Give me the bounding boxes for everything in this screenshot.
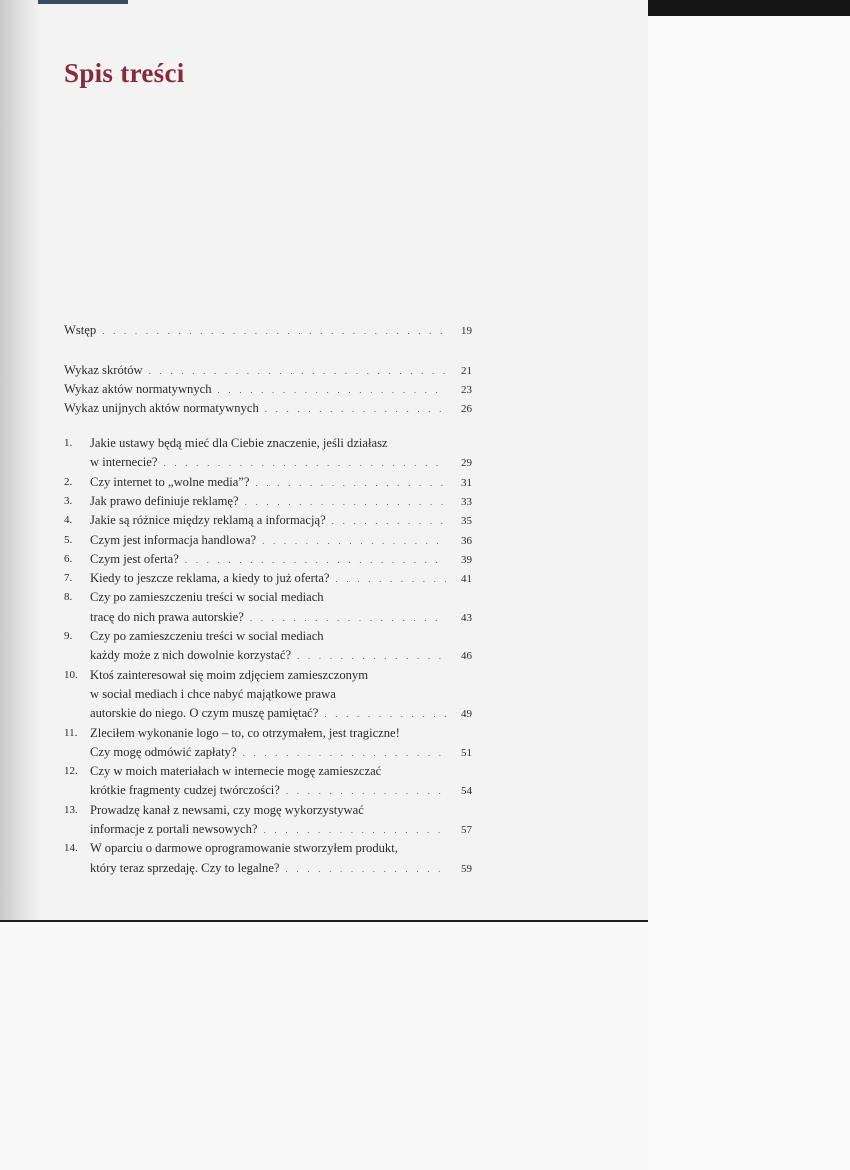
- dot-leader: [255, 474, 446, 493]
- page-number: 51: [461, 746, 472, 759]
- toc-entry-title: tracę do nich prawa autorskie?: [90, 609, 244, 624]
- dot-leader: [185, 551, 446, 570]
- toc-entry: [64, 399, 472, 419]
- dot-leader: [265, 400, 446, 419]
- toc-entry-title: Czy po zamieszczeniu treści w social mediach: [90, 590, 324, 605]
- page-number: 59: [461, 862, 472, 875]
- page-number: 46: [461, 650, 472, 663]
- dot-leader: [324, 705, 446, 724]
- toc-entry-title: w social mediach i chce nabyć majątkowe prawa: [90, 686, 336, 701]
- dot-leader: [245, 493, 446, 512]
- dot-leader: [297, 647, 446, 666]
- dot-leader: [163, 454, 446, 473]
- page-number: 29: [461, 457, 472, 470]
- toc-entry-title: Wykaz aktów normatywnych: [64, 382, 212, 396]
- page-number: 23: [461, 384, 472, 396]
- page-number: 49: [461, 708, 472, 721]
- toc-entry-title: Prowadzę kanał z newsami, czy mogę wykorzystywać: [90, 802, 364, 817]
- toc-entry: [90, 781, 472, 801]
- toc-entry: [90, 820, 472, 840]
- dot-leader: [102, 322, 446, 341]
- chapter-number: 8.: [64, 591, 73, 604]
- page-number: 19: [461, 325, 472, 337]
- page-number: 33: [461, 495, 472, 508]
- toc-entry: [64, 361, 472, 381]
- chapter-number: 6.: [64, 552, 73, 565]
- chapter-number: 9.: [64, 630, 73, 642]
- toc-entry-title: autorskie do niego. O czym muszę pamiętać?: [90, 706, 319, 721]
- toc-entry-title: Czym jest informacja handlowa?: [90, 532, 257, 547]
- toc-entry-title: W oparciu o darmowe oprogramowanie stworzyłem produkt,: [90, 841, 398, 856]
- chapter-number: 11.: [64, 726, 78, 739]
- toc-entry-title: Czy mogę odmówić zapłaty?: [90, 744, 237, 759]
- toc-entry-title: każdy może z nich dowolnie korzystać?: [90, 648, 292, 663]
- toc-entry-title: Jakie ustawy będą mieć dla Ciebie znaczenie, jeśli działasz: [90, 436, 388, 450]
- chapter-number: 1.: [64, 437, 73, 449]
- dot-leader: [336, 570, 446, 589]
- dot-leader: [149, 362, 446, 381]
- toc-entry-title: informacje z portali newsowych?: [90, 822, 258, 836]
- dot-leader: [243, 744, 446, 763]
- toc-entry-title: Wykaz unijnych aktów normatywnych: [64, 401, 259, 415]
- page-number: 36: [461, 534, 472, 547]
- toc-entry: [90, 473, 472, 493]
- chapter-number: 12.: [64, 765, 78, 778]
- toc-entry-title: krótkie fragmenty cudzej twórczości?: [90, 783, 280, 798]
- toc-entry-title: Kiedy to jeszcze reklama, a kiedy to już oferta?: [90, 571, 330, 586]
- toc-entry: [90, 511, 472, 531]
- chapter-number: 13.: [64, 803, 78, 816]
- chapter-number: 5.: [64, 533, 73, 546]
- page-number: 43: [461, 611, 472, 624]
- page-number: 41: [461, 573, 472, 586]
- toc-entry-title: Jak prawo definiuje reklamę?: [90, 493, 239, 508]
- toc-entry: [90, 646, 472, 666]
- dot-leader: [262, 532, 446, 551]
- toc-entry-title: który teraz sprzedaję. Czy to legalne?: [90, 860, 280, 875]
- chapter-number: 4.: [64, 514, 73, 527]
- toc-entry-title: Wstęp: [64, 323, 97, 337]
- chapter-number: 7.: [64, 572, 73, 585]
- toc-entry: [64, 380, 472, 400]
- page-number: 31: [461, 476, 472, 489]
- page-number: 35: [461, 515, 472, 528]
- dot-leader: [264, 821, 446, 840]
- toc-entry-title: Czy w moich materiałach w internecie mogę zamieszczać: [90, 764, 382, 779]
- toc-entry: [90, 531, 472, 551]
- page-number: 57: [461, 824, 472, 836]
- toc-entry-title: Wykaz skrótów: [64, 363, 143, 377]
- toc-entry: [90, 492, 472, 512]
- page-number: 26: [461, 403, 472, 415]
- toc-entry-title: Zleciłem wykonanie logo – to, co otrzymałem, jest tragiczne!: [90, 725, 400, 740]
- chapter-number: 3.: [64, 494, 73, 507]
- chapter-number: 14.: [64, 842, 78, 855]
- dot-leader: [250, 609, 446, 628]
- toc-entry: [90, 859, 472, 879]
- cover-edge: [38, 0, 128, 4]
- page-number: 39: [461, 553, 472, 566]
- page-title: Spis treści: [64, 58, 185, 88]
- chapter-number: 10.: [64, 668, 78, 681]
- toc-entry-title: Czy internet to „wolne media”?: [90, 474, 250, 489]
- toc-entry: [90, 608, 472, 628]
- page-number: 21: [461, 365, 472, 377]
- toc-entry: [90, 569, 472, 589]
- scan-edge-shadow: [648, 0, 850, 16]
- toc-entry: [90, 704, 472, 724]
- toc-entry: [90, 743, 472, 763]
- toc-entry-title: Jakie są różnice między reklamą a informacją?: [90, 513, 326, 528]
- chapter-number: 2.: [64, 475, 73, 488]
- page-number: 54: [461, 785, 472, 798]
- toc-entry-title: Czy po zamieszczeniu treści w social mediach: [90, 629, 324, 643]
- dot-leader: [332, 512, 446, 531]
- toc-entry: [90, 453, 472, 473]
- dot-leader: [286, 860, 446, 879]
- toc-entry-title: w internecie?: [90, 455, 158, 470]
- dot-leader: [286, 782, 446, 801]
- page-binding-shadow: [0, 0, 40, 920]
- toc-entry-title: Czym jest oferta?: [90, 551, 179, 566]
- toc-entry: [64, 321, 472, 341]
- dot-leader: [218, 381, 446, 400]
- toc-entry-title: Ktoś zainteresował się moim zdjęciem zamieszczonym: [90, 667, 369, 682]
- facing-blank-page: [648, 16, 850, 1170]
- toc-entry: [90, 550, 472, 570]
